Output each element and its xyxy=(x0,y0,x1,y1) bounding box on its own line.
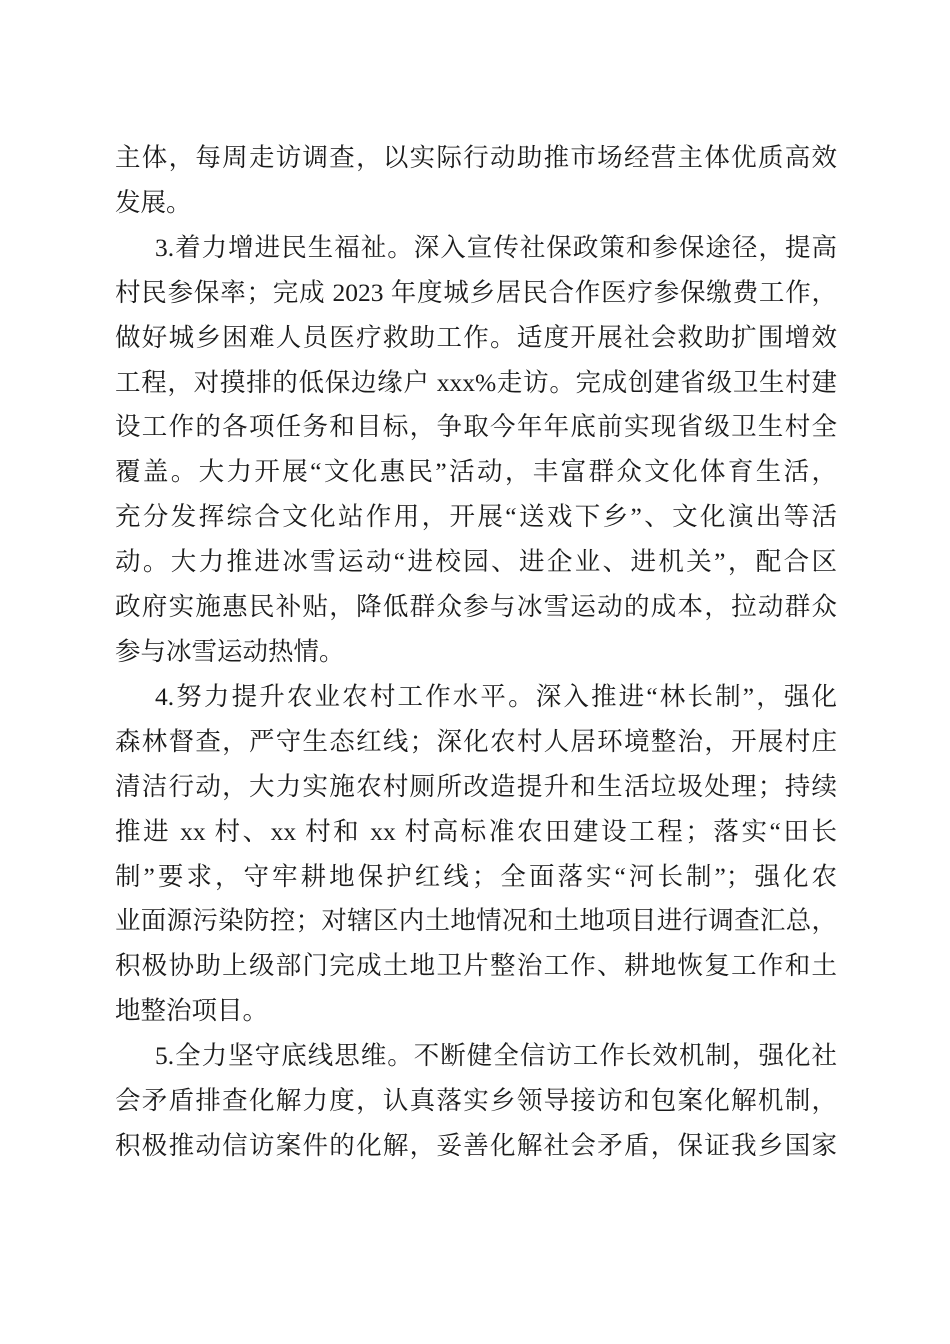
text-line: 推进 xx 村、xx 村和 xx 村高标准农田建设工程；落实“田长 xyxy=(115,816,837,846)
text-line: 5.全力坚守底线思维。不断健全信访工作长效机制，强化社 xyxy=(155,1041,837,1071)
text-line: 3.着力增进民生福祉。深入宣传社保政策和参保途径，提高 xyxy=(155,232,837,262)
paragraph xyxy=(115,136,837,226)
text-line: 政府实施惠民补贴，降低群众参与冰雪运动的成本，拉动群众 xyxy=(115,592,837,622)
paragraph xyxy=(115,1034,837,1169)
text-line: 主体，每周走访调查，以实际行动助推市场经营主体优质高效 xyxy=(115,143,837,172)
text-line: 工程，对摸排的低保边缘户 xxx%走访。完成创建省级卫生村建 xyxy=(115,367,837,397)
paragraph xyxy=(115,675,837,1034)
text-line: 动。大力推进冰雪运动“进校园、进企业、进机关”，配合区 xyxy=(115,547,837,577)
text-line: 积极推动信访案件的化解，妥善化解社会矛盾，保证我乡国家 xyxy=(115,1130,837,1160)
text-line: 设工作的各项任务和目标，争取今年年底前实现省级卫生村全 xyxy=(115,412,837,442)
text-line: 发展。 xyxy=(115,187,192,217)
text-line: 会矛盾排查化解力度，认真落实乡领导接访和包案化解机制， xyxy=(115,1086,837,1116)
text-line: 充分发挥综合文化站作用，开展“送戏下乡”、文化演出等活 xyxy=(115,502,837,532)
text-line: 覆盖。大力开展“文化惠民”活动，丰富群众文化体育生活， xyxy=(115,457,837,487)
text-line: 森林督查，严守生态红线；深化农村人居环境整治，开展村庄 xyxy=(115,726,837,756)
text-line: 制”要求，守牢耕地保护红线；全面落实“河长制”；强化农 xyxy=(115,861,837,891)
text-line: 村民参保率；完成 2023 年度城乡居民合作医疗参保缴费工作， xyxy=(115,277,837,307)
text-line: 参与冰雪运动热情。 xyxy=(115,636,345,666)
paragraph xyxy=(115,226,837,675)
text-line: 做好城乡困难人员医疗救助工作。适度开展社会救助扩围增效 xyxy=(115,322,837,352)
text-line: 4.努力提升农业农村工作水平。深入推进“林长制”，强化 xyxy=(155,681,837,711)
text-line: 积极协助上级部门完成土地卫片整治工作、耕地恢复工作和土 xyxy=(115,951,837,981)
text-line: 业面源污染防控；对辖区内土地情况和土地项目进行调查汇总， xyxy=(115,906,837,936)
text-line: 地整治项目。 xyxy=(115,996,269,1026)
text-line: 清洁行动，大力实施农村厕所改造提升和生活垃圾处理；持续 xyxy=(115,771,837,801)
text-block xyxy=(115,136,837,1169)
